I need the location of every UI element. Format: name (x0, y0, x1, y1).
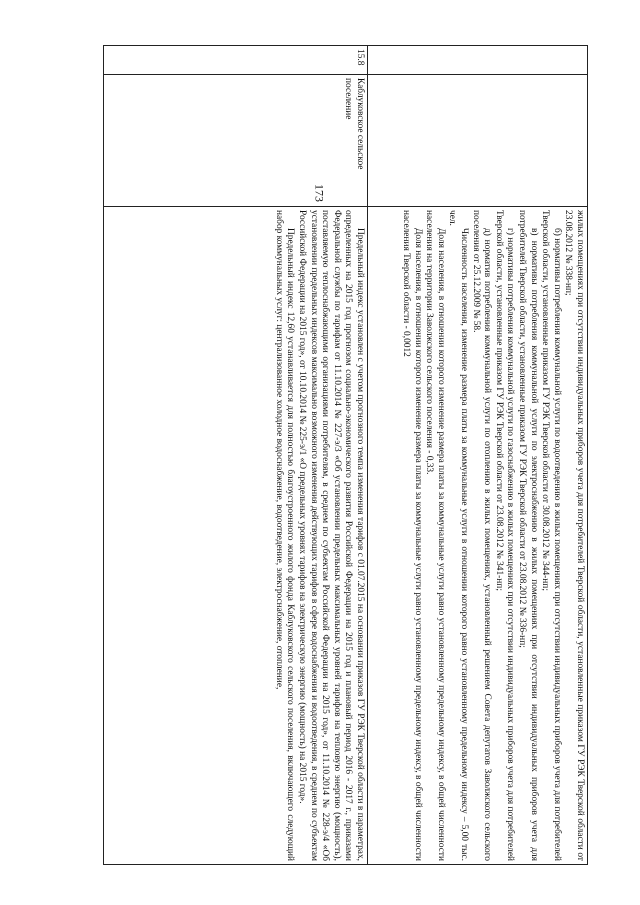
paragraph: Доля населения, в отношении которого изменение размера платы за коммунальные услуги равно установленному предельному индексу, в общей численности населения на территории Заволжского сельского поселения - 0,33. (424, 210, 446, 861)
table-row-continuation (368, 46, 588, 865)
settlement-name-cell (368, 75, 588, 207)
settlement-name-cell: Каблуковское сельское поселение (104, 75, 368, 207)
paragraph: Предельный индекс 12,60 устанавливается для полностью благоустроенного жилого фонда Каблуковского сельского поселения, включающего следующий набор коммунальных услуг: централизованное холодное водоснабжение, водоотведение, электроснабжение, отопление, (273, 210, 296, 861)
row-number-cell (368, 46, 588, 75)
page-number-text: 173 (312, 184, 327, 202)
rotated-table-container (103, 45, 588, 865)
paragraph: г) нормативы потребления коммунальной услуги по газоснабжению в жилых помещениях при отсутствии индивидуальных приборов учета для потребителей Тверской области, установленные приказом ГУ РЭК Тверской области от 23.08.2012 № 341-нп; (493, 210, 516, 861)
paragraph: в) нормативы потребления коммунальной услуги по электроснабжению в жилых помещениях при отсутствии индивидуальных приборов учета для потребителей Тверской области, установленные приказом ГУ РЭК Тверской области от 23.08.2012 № 336-нп; (517, 210, 539, 861)
row-number-cell: 15.8 (104, 46, 368, 75)
description-cell (104, 207, 368, 865)
paragraph: жилых помещениях при отсутствии индивидуальных приборов учета для потребителей Тверской области, установленные приказом ГУ РЭК Тверской области от 23.08.2012 № 338-нп; (563, 210, 585, 861)
paragraph: Доля населения, в отношении которого изменение размера платы за коммунальные услуги равно установленному предельному индексу, в общей численности населения Тверской области - 0,0012 (401, 210, 423, 861)
paragraph: д) норматив потребления коммунальной услуги по отоплению в жилых помещениях, установленный решением Совета депутатов Заволжского сельского поселения от 25.12.2009 № 58. (470, 210, 493, 861)
paragraph: Предельный индекс установлен с учетом прогнозного темпа изменения тарифов с 01.07.2015 на основании приказов ГУ РЭК Тверской области в параметрах, определенных на 2015 год прогнозом социально-экономического развития Российской Федерации на 2015 год и плановый период 2016 - 2017 г., приказами Федеральной службы по тарифам от 11.10.2014 № 227-э/3 «Об установлении предельных максимальных уровней тарифов на тепловую энергию (мощность), поставляемую теплоснабжающими организациями потребителям, в среднем по субъектам Российской Федерации на 2015 год», от 11.10.2014 № 228-э/4 «Об установлении предельных индексов максимально возможного изменения действующих тарифов в сфере водоснабжения и водоотведения, в среднем по субъектам Российской Федерации на 2015 год», от 10.10.2014 № 225-э/1 «О предельных уровнях тарифов на электрическую энергию (мощность) на 2015 год». (297, 210, 365, 861)
tariff-index-table (103, 45, 588, 865)
paragraph: Численность населения, изменение размера платы за коммунальные услуги в отношении которого равно установленному предельному индексу – 5,00 тыс. чел. (447, 210, 470, 861)
paragraph: б) нормативы потребления коммунальной услуги по водоотведению в жилых помещениях при отсутствии индивидуальных приборов учета для потребителей Тверской области, установленные приказом ГУ РЭК Тверской области от 30.08.2012 № 344-нп; (540, 210, 562, 861)
table-row-15-8 (104, 46, 368, 865)
description-cell (368, 207, 588, 865)
